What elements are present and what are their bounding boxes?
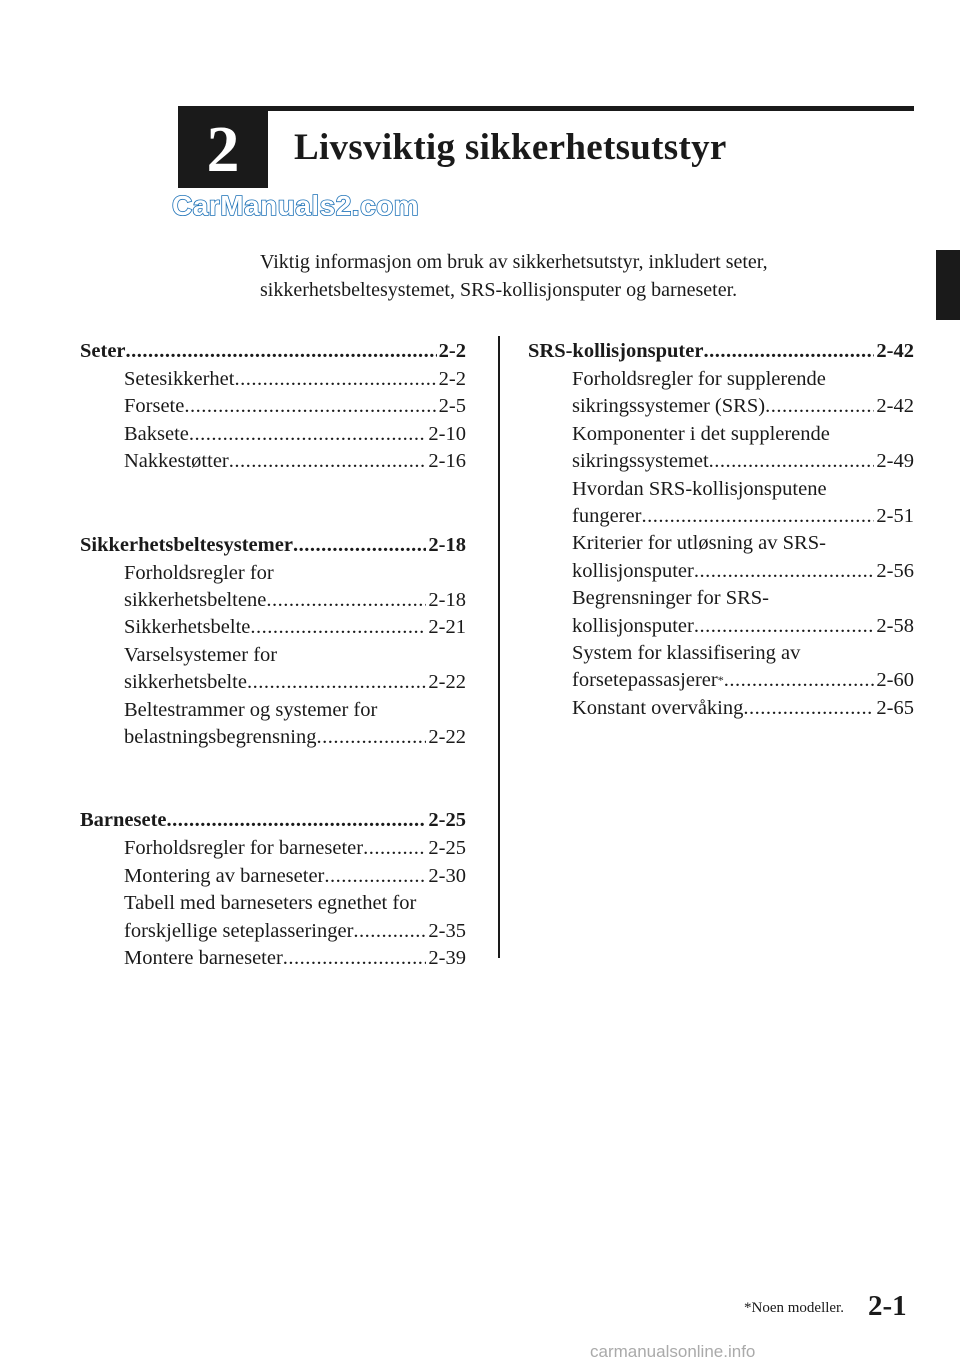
chapter-number-box: [178, 111, 268, 188]
toc-entry-line: [572, 503, 914, 530]
toc-section-title: Barnesete: [80, 809, 167, 832]
column-divider: [498, 336, 500, 958]
toc-entry-page: 2-10: [428, 422, 466, 445]
toc-entry-line: [572, 476, 914, 503]
toc-section-page: 2-25: [428, 809, 466, 832]
page-number: 2-1: [868, 1290, 907, 1322]
toc-entry[interactable]: [572, 366, 914, 421]
toc-leader-dots: [703, 336, 874, 366]
toc-section-page: 2-42: [876, 340, 914, 362]
toc-entry-text: sikringssystemer (SRS): [572, 395, 766, 418]
toc-right-column: [528, 336, 914, 722]
toc-entry-line: [124, 697, 466, 724]
toc-entry-text: sikringssystemet: [572, 450, 709, 473]
toc-section-heading[interactable]: [528, 336, 914, 366]
toc-entry-line: [124, 393, 466, 420]
toc-leader-dots: [709, 448, 875, 475]
toc-section-heading[interactable]: [80, 336, 466, 366]
intro-line-1: Viktig informasjon om bruk av sikkerhetsutstyr, inkludert seter,: [260, 251, 768, 273]
footer-site: carmanualsonline.info: [590, 1342, 756, 1361]
toc-entry-line: [124, 614, 466, 641]
toc-entry[interactable]: [124, 560, 466, 615]
toc-leader-dots: [184, 393, 436, 420]
toc-entry-line: [572, 448, 914, 475]
toc-leader-dots: [283, 945, 427, 972]
toc-entry[interactable]: [124, 697, 466, 752]
toc-leader-dots: [324, 863, 426, 890]
toc-entry[interactable]: [124, 366, 466, 393]
toc-entry-page: 2-49: [876, 450, 914, 473]
toc-entry-page: 2-58: [876, 614, 914, 637]
toc-entry-page: 2-65: [876, 696, 914, 719]
toc-entry-text: Forholdsregler for supplerende: [572, 368, 826, 390]
toc-entry-line: [572, 558, 914, 585]
toc-leader-dots: [694, 613, 875, 640]
toc-entry-text: Forholdsregler for barneseter: [124, 837, 364, 860]
toc-entry-page: 2-35: [428, 919, 466, 942]
toc-entry[interactable]: [124, 642, 466, 697]
toc-entry-text: Konstant overvåking: [572, 696, 744, 719]
toc-entry-line: [124, 587, 466, 614]
toc-entry-text: Setesikkerhet: [124, 368, 235, 390]
toc-entry-text: Forholdsregler for: [124, 561, 274, 584]
toc-entry-text: sikkerhetsbeltene: [124, 589, 267, 612]
toc-entry[interactable]: [572, 530, 914, 585]
toc-entry-line: [572, 366, 914, 393]
toc-entry-text: Forsete: [124, 395, 185, 418]
toc-entry-line: [124, 724, 466, 751]
toc-leader-dots: [363, 835, 426, 862]
toc-entry[interactable]: [572, 640, 914, 695]
toc-entry[interactable]: [124, 421, 466, 448]
toc-entry-text: Begrensninger for SRS-: [572, 587, 770, 610]
toc-entry-text: Varselsystemer for: [124, 643, 278, 666]
toc-leader-dots: [353, 918, 426, 945]
toc-entry-page: 2-22: [428, 671, 466, 694]
toc-entry-line: [572, 613, 914, 640]
toc-entry-line: [124, 918, 466, 945]
toc-entry[interactable]: [124, 614, 466, 641]
toc-entry[interactable]: [572, 695, 914, 722]
toc-entry-text: Sikkerhetsbelte: [124, 616, 251, 639]
toc-entry-text: forsetepassasjerer: [572, 669, 718, 692]
toc-entry-line: [124, 890, 466, 917]
toc-leader-dots: [247, 669, 426, 696]
toc-entry-text: Montere barneseter: [124, 947, 283, 970]
toc-entry-text: fungerer: [572, 505, 642, 528]
toc-entry-page: 2-42: [876, 395, 914, 418]
toc-entry-line: [124, 366, 466, 393]
toc-entry-page: 2-5: [438, 395, 466, 418]
toc-leader-dots: [743, 695, 874, 722]
toc-entry-page: 2-25: [428, 837, 466, 860]
toc-entry-page: 2-21: [428, 616, 466, 639]
toc-section-heading[interactable]: [80, 530, 466, 560]
toc-leader-dots: [765, 393, 874, 420]
toc-leader-dots: [266, 587, 426, 614]
toc-entry-line: [572, 530, 914, 557]
toc-entry[interactable]: [124, 448, 466, 475]
toc-entry-line: [572, 585, 914, 612]
toc-leader-dots: [293, 530, 426, 560]
toc-leader-dots: [724, 667, 875, 694]
toc-entry-text: Tabell med barneseters egnethet for: [124, 892, 417, 915]
toc-entry-text: Kriterier for utløsning av SRS-: [572, 532, 826, 555]
toc-left-column: [80, 336, 466, 973]
toc-section-heading[interactable]: [80, 805, 466, 835]
toc-entry-line: [124, 448, 466, 475]
chapter-intro: [260, 248, 900, 304]
toc-entry-text: kollisjonsputer: [572, 614, 694, 637]
toc-entry[interactable]: [572, 476, 914, 531]
toc-entry-line: [572, 640, 914, 667]
toc-section-page: 2-2: [438, 340, 466, 362]
toc-entry-text: Baksete: [124, 422, 189, 445]
toc-entry-line: [124, 863, 466, 890]
toc-section-title: Sikkerhetsbeltesystemer: [80, 533, 293, 556]
toc-entry-page: 2-56: [876, 559, 914, 582]
toc-leader-dots: [316, 724, 426, 751]
toc-entry-line: [572, 393, 914, 420]
toc-entry-page: 2-60: [876, 669, 914, 692]
toc-entry-text: forskjellige seteplasseringer: [124, 919, 354, 942]
toc-entry-line: [124, 669, 466, 696]
chapter-number: 2: [206, 113, 240, 186]
toc-entry-page: 2-39: [428, 947, 466, 970]
toc-entry-text: belastningsbegrensning: [124, 726, 317, 749]
toc-entry-text: Hvordan SRS-kollisjonsputene: [572, 477, 827, 500]
toc-entry[interactable]: [124, 393, 466, 420]
toc-entry-page: 2-30: [428, 864, 466, 887]
toc-entry-line: [124, 421, 466, 448]
toc-entry-page: 2-18: [428, 589, 466, 612]
toc-leader-dots: [234, 366, 436, 393]
toc-entry-line: [124, 560, 466, 587]
toc-section-page: 2-18: [428, 533, 466, 556]
toc-entry-line: [124, 642, 466, 669]
toc-entry[interactable]: [124, 863, 466, 890]
toc-entry-line: forsetepassasjerer * ..... 2-60: [572, 667, 914, 694]
toc-entry-line: [572, 695, 914, 722]
toc-entry-page: 2-2: [438, 368, 466, 390]
toc-section-gap: [80, 476, 466, 530]
toc-entry[interactable]: [124, 835, 466, 862]
toc-leader-dots: [694, 558, 875, 585]
toc-entry[interactable]: [124, 890, 466, 945]
toc-entry-text: Montering av barneseter: [124, 864, 325, 887]
toc-leader-dots: [229, 448, 427, 475]
toc-leader-dots: [167, 805, 427, 835]
toc-entry-page: 2-22: [428, 726, 466, 749]
toc-entry-text: Nakkestøtter: [124, 450, 229, 473]
toc-entry-line: [124, 835, 466, 862]
toc-entry-line: [572, 421, 914, 448]
toc-leader-dots: [641, 503, 874, 530]
toc-leader-dots: [126, 336, 437, 366]
toc-entry-text: kollisjonsputer: [572, 559, 694, 582]
toc-leader-dots: [189, 421, 427, 448]
toc-section-gap: [80, 751, 466, 805]
toc-entry[interactable]: [572, 421, 914, 476]
footnote: *Noen modeller.: [744, 1300, 844, 1316]
toc-entry[interactable]: [124, 945, 466, 972]
intro-line-2: sikkerhetsbeltesystemet, SRS-kollisjonsputer og barneseter.: [260, 279, 738, 301]
watermark-logo: CarManuals2.com: [172, 190, 420, 221]
toc-entry-text: System for klassifisering av: [572, 642, 801, 665]
toc-entry-text: Komponenter i det supplerende: [572, 422, 830, 445]
toc-section-title: SRS-kollisjonsputer: [528, 340, 704, 362]
chapter-top-rule: [178, 106, 914, 111]
toc-entry-page: 2-16: [428, 450, 466, 473]
toc-entry-text: Beltestrammer og systemer for: [124, 698, 378, 721]
toc-entry[interactable]: [572, 585, 914, 640]
toc-entry-line: [124, 945, 466, 972]
chapter-side-tab: [936, 250, 960, 320]
toc-leader-dots: [250, 614, 426, 641]
toc-entry-text: sikkerhetsbelte: [124, 671, 247, 694]
chapter-title: Livsviktig sikkerhetsutstyr: [294, 127, 727, 168]
toc-section-title: Seter: [80, 340, 126, 362]
toc-entry-page: 2-51: [876, 505, 914, 528]
